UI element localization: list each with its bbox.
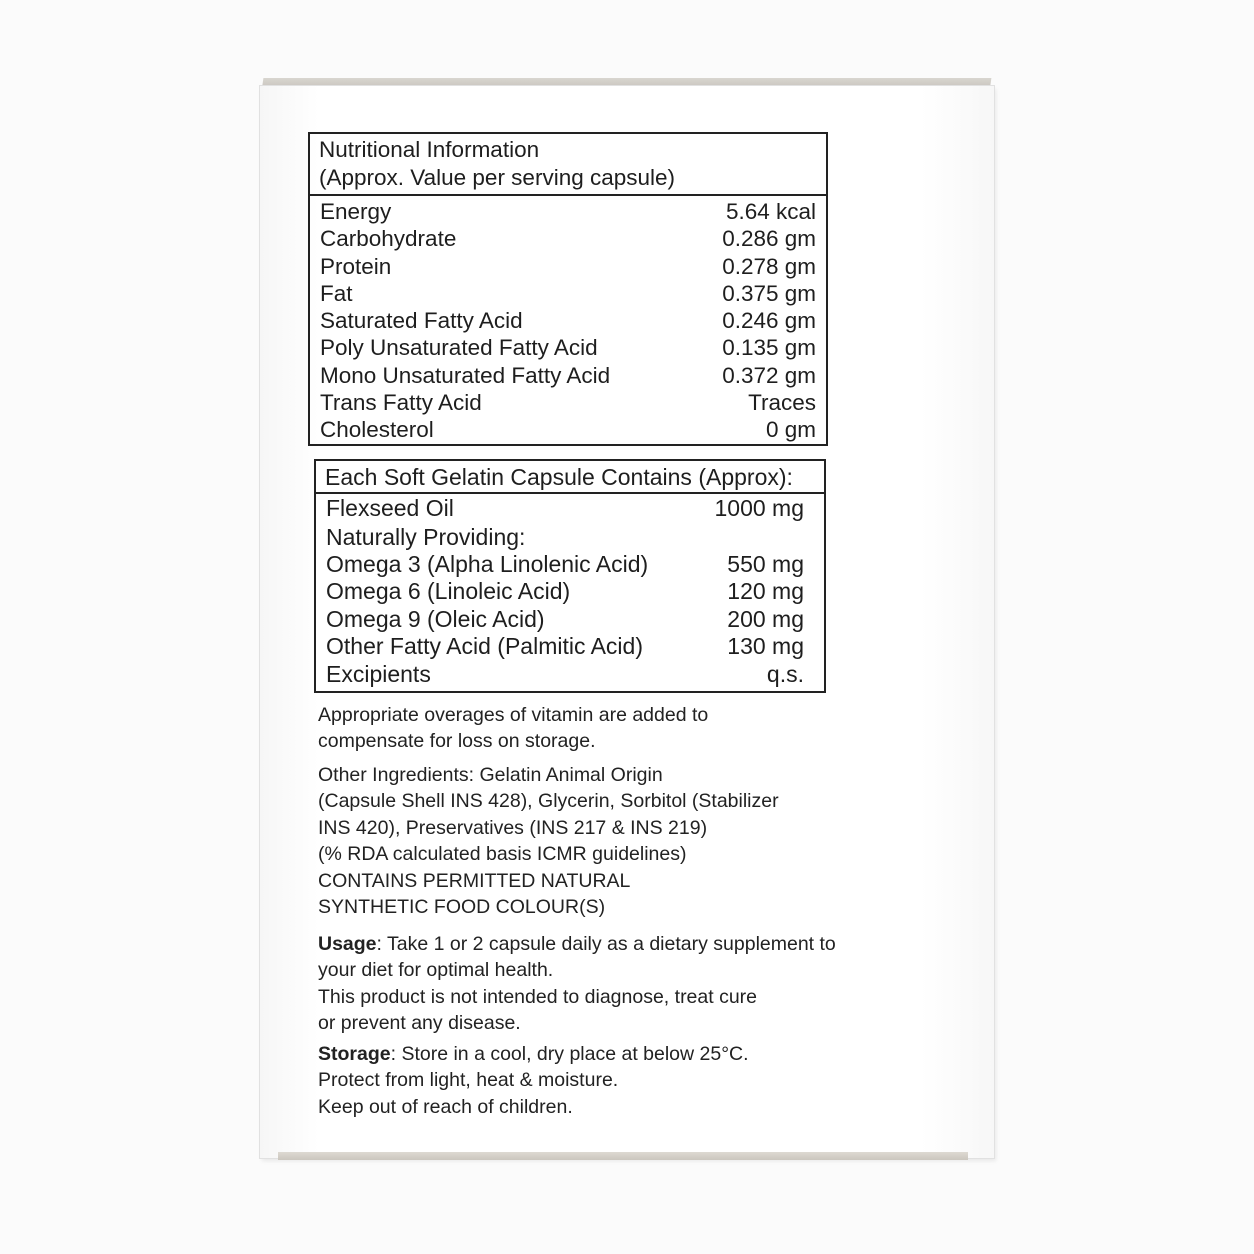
capsule-title: Each Soft Gelatin Capsule Contains (Approx): (316, 461, 824, 494)
storage-text: : Store in a cool, dry place at below 25°C. (390, 1043, 749, 1065)
row-value: 0.246 gm (722, 308, 816, 334)
row-value: 0 gm (765, 417, 816, 443)
row-label: Saturated Fatty Acid (320, 308, 523, 334)
nutrition-table (308, 132, 828, 446)
overages-line: Appropriate overages of vitamin are added to (318, 704, 709, 726)
overages-note (318, 702, 708, 755)
row-value: 0.286 gm (722, 226, 816, 252)
row-label: Omega 3 (Alpha Linolenic Acid) (326, 550, 649, 577)
row-label: Excipients (326, 660, 431, 687)
table-row (320, 389, 816, 416)
usage-label: Usage (318, 933, 377, 955)
row-value: Traces (748, 390, 816, 416)
table-row (320, 307, 816, 334)
nutrition-rows (310, 196, 826, 444)
overages-line: compensate for loss on storage. (318, 730, 596, 753)
table-row (320, 198, 816, 225)
row-value: 550 mg (727, 550, 804, 577)
usage-line: This product is not intended to diagnose, treat cure (318, 985, 758, 1008)
table-row (320, 225, 816, 252)
row-value: 0.372 gm (722, 362, 816, 388)
row-label: Naturally Providing: (326, 523, 526, 550)
row-label: Omega 6 (Linoleic Acid) (326, 578, 571, 605)
ingredients-line: INS 420), Preservatives (INS 217 & INS 219) (318, 816, 708, 839)
row-label: Poly Unsaturated Fatty Acid (320, 335, 598, 361)
row-label: Omega 9 (Oleic Acid) (326, 605, 545, 632)
row-value: 0.375 gm (722, 280, 816, 306)
usage-section (318, 931, 836, 1037)
storage-section (318, 1041, 749, 1120)
other-ingredients (318, 762, 779, 920)
row-label: Fat (320, 280, 353, 306)
table-row (320, 416, 816, 443)
row-value: 1000 mg (714, 495, 804, 521)
table-row (320, 280, 816, 307)
ingredients-line: Other Ingredients: Gelatin Animal Origin (318, 764, 663, 786)
usage-first-line (318, 931, 836, 957)
usage-text: : Take 1 or 2 capsule daily as a dietary supplement to (376, 933, 836, 955)
row-value: 130 mg (727, 633, 804, 660)
row-value: 0.135 gm (722, 335, 816, 361)
table-row (326, 578, 804, 606)
table-row (326, 606, 804, 634)
row-label: Energy (320, 199, 392, 224)
storage-first-line (318, 1041, 749, 1067)
usage-line: or prevent any disease. (318, 1012, 521, 1035)
ingredients-line: (% RDA calculated basis ICMR guidelines) (318, 843, 687, 866)
usage-line: your diet for optimal health. (318, 959, 554, 982)
row-label: Mono Unsaturated Fatty Acid (320, 362, 611, 388)
row-value: 5.64 kcal (725, 199, 816, 224)
table-row (326, 495, 804, 523)
row-label: Flexseed Oil (326, 495, 454, 521)
nutrition-title: Nutritional Information (319, 137, 540, 162)
ingredients-line: CONTAINS PERMITTED NATURAL (318, 869, 631, 892)
row-value: 120 mg (727, 578, 804, 605)
nutrition-table-header (310, 134, 826, 196)
table-row (320, 362, 816, 389)
table-row (326, 633, 804, 661)
table-row (326, 661, 804, 689)
row-label: Carbohydrate (320, 226, 457, 252)
ingredients-line: SYNTHETIC FOOD COLOUR(S) (318, 896, 606, 919)
row-value: 200 mg (727, 605, 804, 632)
storage-line: Protect from light, heat & moisture. (318, 1069, 619, 1092)
capsule-contents-table (314, 459, 826, 693)
row-label: Protein (320, 253, 392, 279)
row-label: Other Fatty Acid (Palmitic Acid) (326, 633, 643, 660)
ingredients-line: (Capsule Shell INS 428), Glycerin, Sorbitol (Stabilizer (318, 790, 779, 813)
table-row (326, 523, 804, 551)
table-row (320, 253, 816, 280)
row-label: Cholesterol (320, 417, 434, 443)
row-value: 0.278 gm (722, 253, 816, 279)
storage-line: Keep out of reach of children. (318, 1095, 573, 1118)
capsule-rows (316, 494, 824, 689)
table-row (320, 334, 816, 361)
storage-label: Storage (318, 1043, 391, 1065)
box-bottom-edge (278, 1152, 968, 1160)
table-row (326, 551, 804, 579)
row-value: q.s. (766, 660, 804, 687)
nutrition-subtitle: (Approx. Value per serving capsule) (319, 165, 676, 190)
row-label: Trans Fatty Acid (320, 390, 482, 416)
